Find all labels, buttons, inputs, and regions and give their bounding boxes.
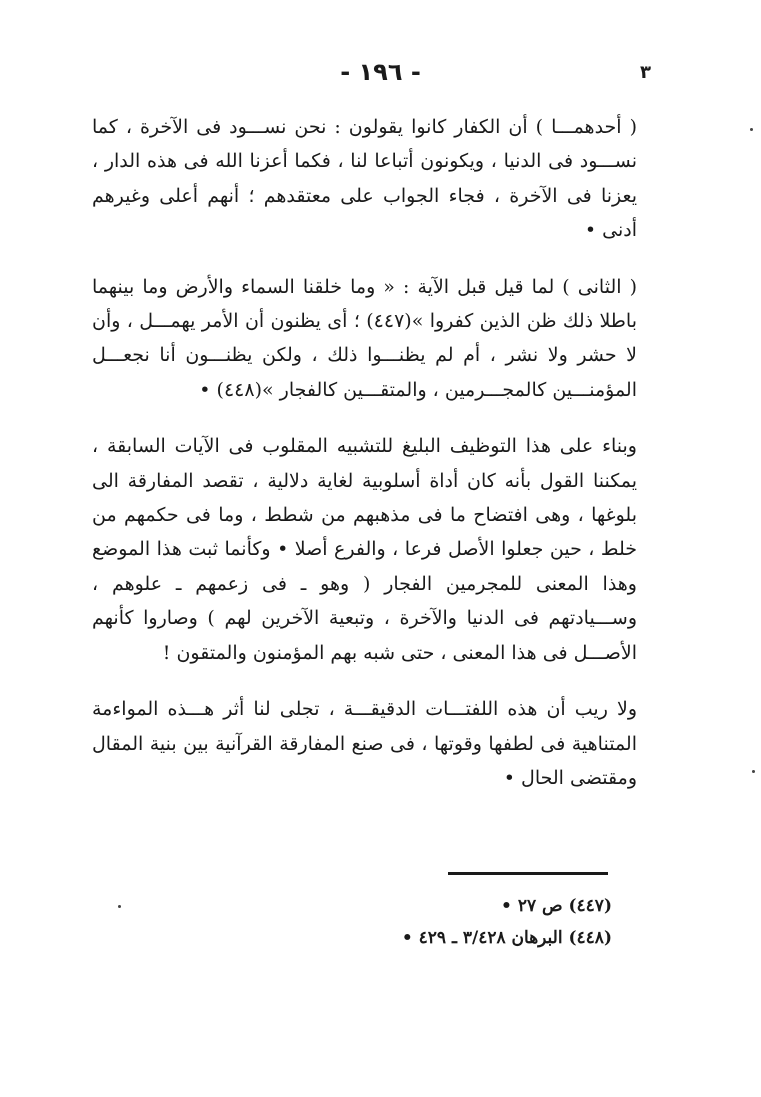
footnotes bbox=[300, 890, 612, 954]
paragraph-1: ( أحدهمـــا ) أن الكفار كانوا يقولون : نحن نســـود فى الآخرة ، كما نســـود فى الدنيا ، ويكونون أتباعا لنا ، فكما أعزنا الله فى هذه الدار ، يعزنا فى الآخرة ، فجاء الجواب على معتقدهم ؛ أنهم أعلى وغيرهم أدنى • bbox=[92, 116, 637, 242]
footnote-448: (٤٤٨) البرهان ٣/٤٢٨ ـ ٤٢٩ • bbox=[401, 928, 612, 948]
footnote-447: (٤٤٧) ص ٢٧ • bbox=[501, 896, 612, 916]
corner-mark: ٣ bbox=[640, 62, 651, 83]
paragraph-4: ولا ريب أن هذه اللفتـــات الدقيقـــة ، تجلى لنا أثر هـــذه المواءمة المتناهية فى لطفها وقوتها ، فى صنع المفارقة القرآنية بين بنية المقال ومقتضى الحال • bbox=[92, 698, 637, 789]
scan-speck bbox=[118, 905, 121, 908]
paragraph-3: وبناء على هذا التوظيف البليغ للتشبيه المقلوب فى الآيات السابقة ، يمكننا القول بأنه كان أداة أسلوبية لغاية دلالية ، تقصد المفارقة الى بلوغها ، وهى افتضاح ما فى مذهبهم من شطط ، وما فى حكمهم من خلط ، حين جعلوا الأصل فرعا ، والفرع أصلا • وكأنما ثبت هذا الموضع وهذا المعنى للمجرمين الفجار ( وهو ـ فى زعمهم ـ علوهم ، وســـيادتهم فى الدنيا والآخرة ، وتبعية الآخرين لهم ) وصاروا كأنهم الأصـــل فى هذا المعنى ، حتى شبه بهم المؤمنون والمتقون ! bbox=[92, 435, 637, 664]
footnote-separator bbox=[448, 872, 608, 875]
paragraph-2: ( الثانى ) لما قيل قبل الآية : « وما خلقنا السماء والأرض وما بينهما باطلا ذلك ظن الذين كفروا »(٤٤٧) ؛ أى يظنون أن الأمر يهمـــل ، وأن لا حشر ولا نشر ، أم لم يظنـــوا ذلك ، ولكن يظنـــون أنا نجعـــل المؤمنـــين كالمجـــرمين ، والمتقـــين كالفجار »(٤٤٨) • bbox=[92, 275, 637, 401]
scan-speck bbox=[750, 128, 753, 131]
page-number: - ١٩٦ - bbox=[340, 58, 421, 86]
body-text bbox=[92, 110, 637, 817]
scan-speck bbox=[752, 770, 755, 773]
